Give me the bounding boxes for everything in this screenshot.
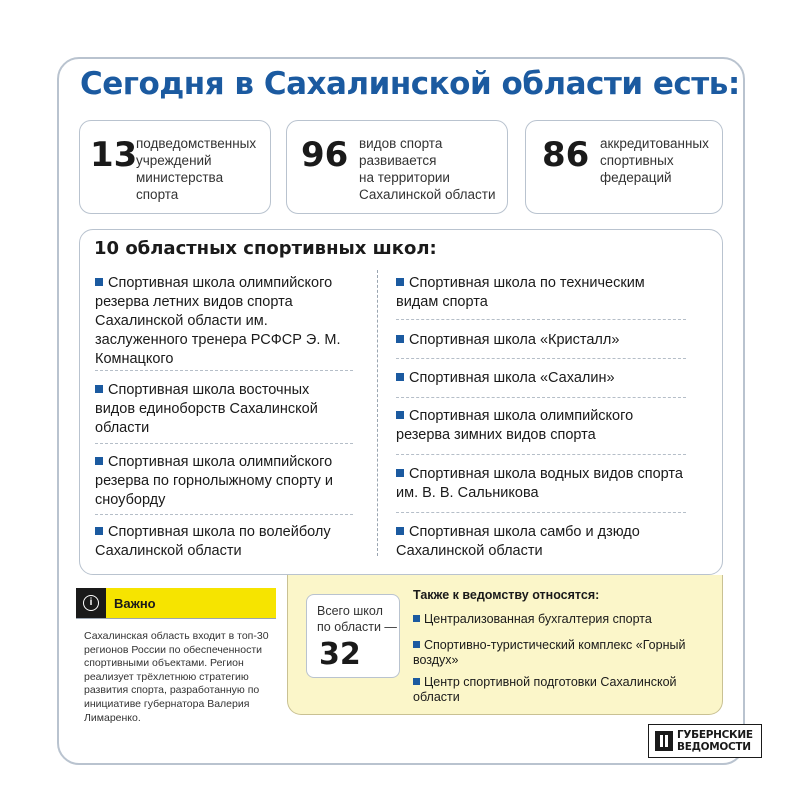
list-item: Централизованная бухгалтерия спорта: [413, 612, 713, 627]
total-schools-card: [306, 594, 400, 678]
also-title: Также к ведомству относятся:: [413, 588, 600, 602]
stat-number: 86: [542, 135, 590, 175]
page-title: Сегодня в Сахалинской области есть:: [80, 66, 740, 102]
list-item: Спортивная школа самбо и дзюдо Сахалинской области: [396, 524, 640, 559]
bullet-square-icon: [95, 278, 103, 286]
total-label: Всего школ по области —: [317, 604, 397, 634]
bullet-square-icon: [413, 615, 420, 622]
stat-card-sports: [286, 120, 508, 214]
stat-description: видов спорта развивается на территории Сахалинской области: [359, 136, 496, 202]
divider: [95, 443, 353, 444]
stat-number: 96: [301, 135, 349, 175]
bullet-square-icon: [95, 385, 103, 393]
list-item: Спортивная школа «Кристалл»: [396, 331, 716, 350]
bullet-square-icon: [396, 335, 404, 343]
list-item: Спортивно-туристический комплекс «Горный воздух»: [413, 638, 686, 667]
stat-card-federations: [525, 120, 723, 214]
bullet-square-icon: [396, 469, 404, 477]
list-item: Спортивная школа олимпийского резерва летних видов спорта Сахалинской области им. заслуженного тренера РСФСР Э. М. Комнацкого: [95, 275, 341, 367]
divider: [396, 512, 686, 513]
bullet-square-icon: [396, 373, 404, 381]
schools-title: 10 областных спортивных школ:: [94, 238, 437, 259]
bullet-square-icon: [413, 641, 420, 648]
bullet-square-icon: [95, 527, 103, 535]
stat-card-institutions: [79, 120, 271, 214]
list-item: Спортивная школа по волейболу Сахалинской области: [95, 524, 331, 559]
list-item: Спортивная школа по техническим видам спорта: [396, 275, 645, 310]
newspaper-logo-icon: [655, 731, 673, 751]
important-label: Важно: [114, 596, 156, 611]
list-item: Спортивная школа водных видов спорта им. В. В. Сальникова: [396, 466, 683, 501]
total-number: 32: [319, 637, 361, 672]
stat-number: 13: [90, 135, 138, 175]
bullet-square-icon: [413, 678, 420, 685]
divider: [396, 358, 686, 359]
list-item: Центр спортивной подготовки Сахалинской области: [413, 675, 677, 704]
bullet-square-icon: [396, 278, 404, 286]
bullet-square-icon: [95, 457, 103, 465]
divider: [396, 397, 686, 398]
logo-text: ГУБЕРНСКИЕ ВЕДОМОСТИ: [677, 729, 753, 753]
list-item: Спортивная школа олимпийского резерва зимних видов спорта: [396, 408, 634, 443]
divider: [95, 370, 353, 371]
important-header: [76, 588, 276, 618]
column-divider: [377, 270, 378, 556]
bullet-square-icon: [396, 411, 404, 419]
bullet-square-icon: [396, 527, 404, 535]
divider: [396, 454, 686, 455]
divider: [95, 514, 353, 515]
stat-description: подведомственных учреждений министерства спорта: [136, 136, 257, 202]
info-icon: i: [76, 588, 106, 618]
list-item: Спортивная школа «Сахалин»: [396, 369, 716, 388]
divider: [76, 618, 276, 619]
stat-description: аккредитованных спортивных федераций: [600, 136, 709, 185]
list-item: Спортивная школа восточных видов единоборств Сахалинской области: [95, 382, 318, 436]
divider: [396, 319, 686, 320]
publisher-logo: [648, 724, 762, 758]
list-item: Спортивная школа олимпийского резерва по горнолыжному спорту и сноуборду: [95, 454, 334, 508]
important-text: Сахалинская область входит в топ-30 регионов России по обеспеченности спортивными объектами. Регион реализует трёхлетнюю стратегию развития спорта, разработанную по инициативе губернатора Валерия Лимаренко.: [84, 630, 269, 724]
